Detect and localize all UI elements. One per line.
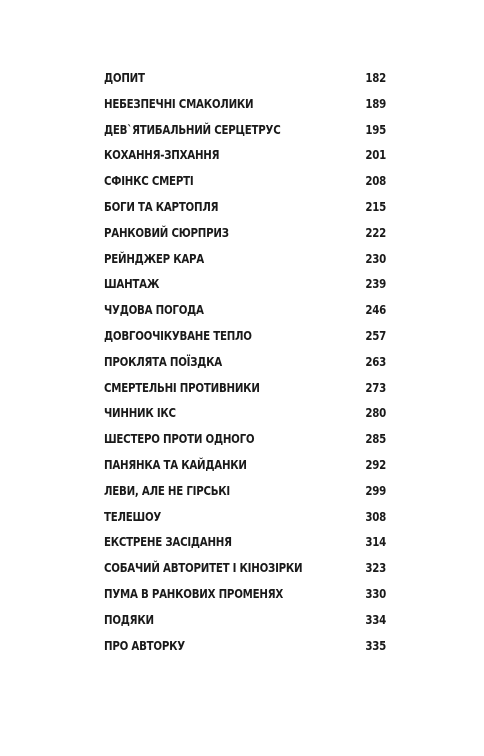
toc-entry-page: 222 [365, 224, 387, 240]
toc-entry [104, 431, 386, 457]
toc-entry [104, 612, 386, 638]
toc-entry-page: 201 [365, 147, 387, 163]
toc-entry [104, 96, 386, 122]
toc-entry-page: 334 [365, 611, 387, 627]
toc-entry-page: 299 [365, 482, 387, 498]
toc-entry [104, 509, 386, 535]
toc-entry [104, 225, 386, 251]
toc-entry-page: 215 [365, 198, 387, 214]
toc-entry-page: 230 [365, 250, 387, 266]
toc-entry-title: ТЕЛЕШОУ [104, 508, 162, 524]
toc-entry-title: ЧУДОВА ПОГОДА [104, 302, 204, 318]
toc-entry-title: КОХАННЯ-ЗПХАННЯ [104, 147, 220, 163]
toc-entry-page: 273 [365, 379, 387, 395]
toc-entry-title: ЕКСТРЕНЕ ЗАСІДАННЯ [104, 534, 232, 550]
toc-entry-page: 308 [365, 508, 387, 524]
toc-entry-title: РЕЙНДЖЕР КАРА [104, 250, 204, 266]
toc-entry-title: БОГИ ТА КАРТОПЛЯ [104, 198, 219, 214]
toc-entry-page: 246 [365, 302, 387, 318]
toc-entry [104, 251, 386, 277]
toc-entry-page: 189 [365, 95, 387, 111]
toc-entry-title: НЕБЕЗПЕЧНІ СМАКОЛИКИ [104, 95, 254, 111]
toc-entry-page: 263 [365, 353, 387, 369]
toc-entry-title: ПУМА В РАНКОВИХ ПРОМЕНЯХ [104, 585, 284, 601]
toc-entry-page: 257 [365, 327, 387, 343]
toc-entry-title: ШЕСТЕРО ПРОТИ ОДНОГО [104, 431, 255, 447]
toc-entry [104, 199, 386, 225]
toc-entry-page: 195 [365, 121, 387, 137]
toc-entry-page: 335 [365, 637, 387, 653]
toc-entry-title: СОБАЧИЙ АВТОРИТЕТ І КІНОЗІРКИ [104, 560, 303, 576]
toc-entry-title: ШАНТАЖ [104, 276, 160, 292]
toc-entry [104, 586, 386, 612]
toc-entry-title: ДОВГООЧІКУВАНЕ ТЕПЛО [104, 327, 252, 343]
toc-entry-page: 285 [365, 431, 387, 447]
toc-entry-title: ДЕВ`ЯТИБАЛЬНИЙ СЕРЦЕТРУС [104, 121, 281, 137]
toc-entry [104, 147, 386, 173]
toc-entry-title: ПАНЯНКА ТА КАЙДАНКИ [104, 456, 247, 472]
toc-entry [104, 173, 386, 199]
toc-entry-page: 280 [365, 405, 387, 421]
toc-entry [104, 638, 386, 664]
toc-entry-title: СФІНКС СМЕРТІ [104, 173, 194, 189]
toc-entry [104, 534, 386, 560]
toc-entry-page: 330 [365, 585, 387, 601]
toc-entry-page: 292 [365, 456, 387, 472]
toc-entry-page: 323 [365, 560, 387, 576]
toc-entry-page: 208 [365, 173, 387, 189]
toc-entry [104, 483, 386, 509]
toc-entry-page: 182 [365, 70, 387, 85]
toc-entry [104, 70, 386, 96]
toc-entry-title: РАНКОВИЙ СЮРПРИЗ [104, 224, 229, 240]
toc-entry [104, 560, 386, 586]
toc-entry-page: 314 [365, 534, 387, 550]
toc-entry-page: 239 [365, 276, 387, 292]
toc-entry [104, 457, 386, 483]
toc-entry-title: СМЕРТЕЛЬНІ ПРОТИВНИКИ [104, 379, 260, 395]
toc-entry-title: ЧИННИК ІКС [104, 405, 176, 421]
toc-entry [104, 302, 386, 328]
toc-entry [104, 354, 386, 380]
toc-entry [104, 122, 386, 148]
toc-entry-title: ПРОКЛЯТА ПОЇЗДКА [104, 353, 222, 369]
toc-entry-title: ПОДЯКИ [104, 611, 154, 627]
toc-entry [104, 276, 386, 302]
toc-entry-title: ПРО АВТОРКУ [104, 637, 185, 653]
table-of-contents [104, 70, 386, 663]
toc-entry-title: ЛЕВИ, АЛЕ НЕ ГІРСЬКІ [104, 482, 230, 498]
toc-entry-title: ДОПИТ [104, 70, 145, 85]
toc-entry [104, 328, 386, 354]
toc-entry [104, 380, 386, 406]
toc-entry [104, 405, 386, 431]
